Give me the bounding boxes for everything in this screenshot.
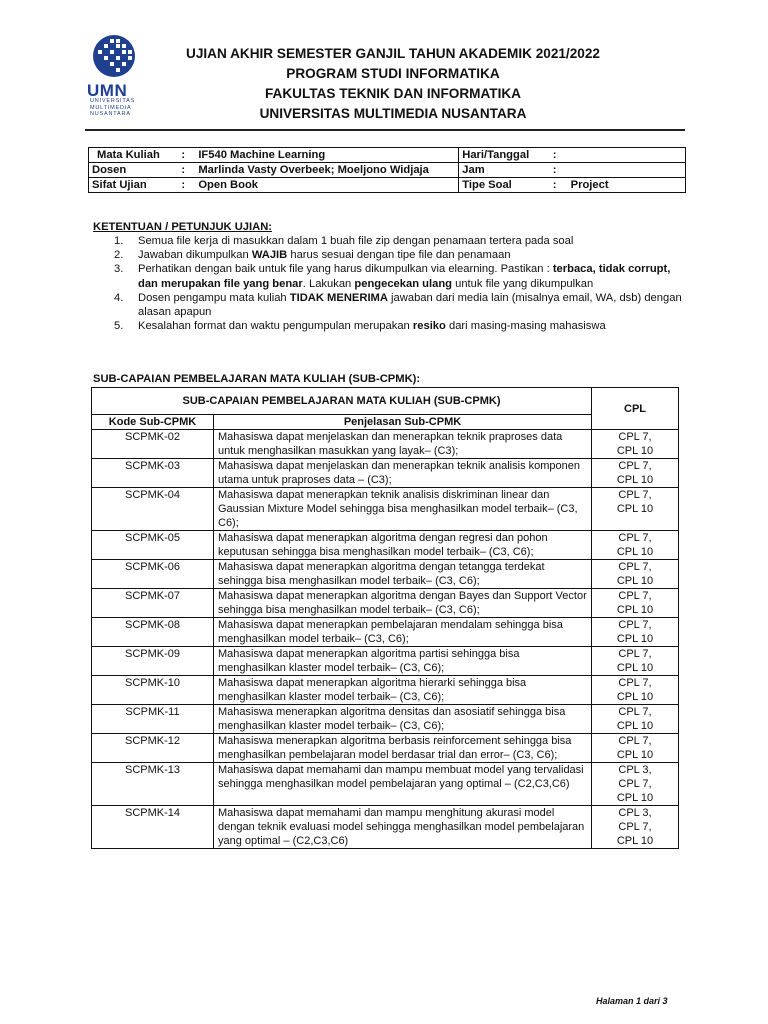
rule-item: 4. Dosen pengampu mata kuliah TIDAK MENERIMA jawaban dari media lain (misalnya email, WA, dsb) dengan alasan apapun (114, 291, 682, 319)
cpmk-row (92, 618, 679, 647)
cpmk-cpl: CPL 7, CPL 10 (592, 589, 679, 618)
hari-value (568, 148, 686, 163)
cpmk-cpl: CPL 3, CPL 7, CPL 10 (592, 806, 679, 849)
cpmk-code: SCPMK-05 (92, 531, 214, 560)
cpmk-desc: Mahasiswa dapat memahami dan mampu menghitung akurasi model dengan teknik evaluasi model sehingga menghasilkan model pembelajaran yang optimal – (C2,C3,C6) (214, 806, 592, 849)
rule-number: 5. (114, 320, 124, 333)
cpmk-table-title: SUB-CAPAIAN PEMBELAJARAN MATA KULIAH (SUB-CPMK) (92, 388, 592, 415)
dosen-label: Dosen (89, 163, 179, 178)
cpmk-code: SCPMK-07 (92, 589, 214, 618)
cpmk-row (92, 705, 679, 734)
cpmk-cpl: CPL 7, CPL 10 (592, 560, 679, 589)
cpmk-section-title: SUB-CAPAIAN PEMBELAJARAN MATA KULIAH (SUB-CPMK): (93, 373, 421, 385)
cpmk-code: SCPMK-02 (92, 430, 214, 459)
sifat-label: Sifat Ujian (89, 178, 179, 193)
colon: : (550, 178, 568, 193)
cpmk-cpl: CPL 3, CPL 7, CPL 10 (592, 763, 679, 806)
cpmk-row (92, 734, 679, 763)
cpmk-code: SCPMK-03 (92, 459, 214, 488)
tipe-label: Tipe Soal (459, 178, 550, 193)
cpmk-row (92, 647, 679, 676)
header-line-3: FAKULTAS TEKNIK DAN INFORMATIKA (265, 86, 521, 101)
rule-item (114, 234, 684, 248)
colon: : (178, 163, 195, 178)
rule-number: 4. (114, 291, 124, 304)
kode-header: Kode Sub-CPMK (92, 415, 214, 430)
cpmk-header-row (92, 388, 679, 415)
cpmk-desc: Mahasiswa dapat menerapkan algoritma dengan Bayes dan Support Vector sehingga bisa menghasilkan model terbaik– (C3, C6); (214, 589, 592, 618)
rule-number: 3. (114, 263, 124, 276)
cpmk-desc: Mahasiswa dapat menerapkan algoritma partisi sehingga bisa menghasilkan klaster model terbaik– (C3, C6); (214, 647, 592, 676)
tipe-value: Project (568, 178, 686, 193)
colon: : (550, 163, 568, 178)
umn-logo-mark (88, 34, 140, 80)
cpmk-cpl: CPL 7, CPL 10 (592, 531, 679, 560)
cpmk-desc: Mahasiswa dapat menerapkan teknik analisis diskriminan linear dan Gaussian Mixture Model sehingga bisa menghasilkan model terbaik– (C3, C6); (214, 488, 592, 531)
info-row (89, 148, 686, 163)
cpmk-code: SCPMK-14 (92, 806, 214, 849)
exam-info-table (88, 147, 686, 193)
cpmk-cpl: CPL 7, CPL 10 (592, 705, 679, 734)
info-row (89, 163, 686, 178)
rules-title: KETENTUAN / PETUNJUK UJIAN: (93, 221, 273, 233)
cpmk-row (92, 459, 679, 488)
cpmk-row (92, 560, 679, 589)
colon: : (550, 148, 568, 163)
cpmk-desc: Mahasiswa menerapkan algoritma berbasis reinforcement sehingga bisa menghasilkan pembelajaran model berdasar trial dan error– (C3, C6); (214, 734, 592, 763)
page-number: Halaman 1 dari 3 (596, 996, 668, 1006)
cpmk-cpl: CPL 7, CPL 10 (592, 647, 679, 676)
mata-kuliah-label: Mata Kuliah (89, 148, 179, 163)
cpmk-cpl: CPL 7, CPL 10 (592, 459, 679, 488)
cpmk-desc: Mahasiswa dapat memahami dan mampu membuat model yang tervalidasi sehingga menghasilkan model pembelajaran yang optimal – (C2,C3,C6) (214, 763, 592, 806)
jam-value (568, 163, 686, 178)
cpmk-cpl: CPL 7, CPL 10 (592, 734, 679, 763)
jam-label: Jam (459, 163, 550, 178)
cpmk-cpl: CPL 7, CPL 10 (592, 488, 679, 531)
cpmk-row (92, 763, 679, 806)
logo-abbr: UMN (87, 81, 128, 100)
cpmk-desc: Mahasiswa dapat menerapkan algoritma dengan regresi dan pohon keputusan sehingga bisa menghasilkan model terbaik– (C3, C6); (214, 531, 592, 560)
cpmk-desc: Mahasiswa dapat menerapkan algoritma hierarki sehingga bisa menghasilkan klaster model terbaik– (C3, C6); (214, 676, 592, 705)
cpmk-code: SCPMK-04 (92, 488, 214, 531)
cpmk-row (92, 430, 679, 459)
penjelasan-header: Penjelasan Sub-CPMK (214, 415, 592, 430)
cpmk-cpl: CPL 7, CPL 10 (592, 618, 679, 647)
exam-header (180, 44, 606, 124)
info-row (89, 178, 686, 193)
cpmk-table (91, 387, 679, 849)
header-line-1: UJIAN AKHIR SEMESTER GANJIL TAHUN AKADEMIK 2021/2022 (186, 46, 600, 61)
rule-number: 1. (114, 235, 124, 247)
mata-kuliah-value: IF540 Machine Learning (195, 148, 458, 163)
header-line-4: UNIVERSITAS MULTIMEDIA NUSANTARA (259, 106, 527, 121)
rule-item: 2. Jawaban dikumpulkan WAJIB harus sesuai dengan tipe file dan penamaan (114, 249, 511, 262)
cpl-header: CPL (592, 388, 679, 430)
hari-label: Hari/Tanggal (459, 148, 550, 163)
cpmk-subheader-row (92, 415, 679, 430)
rules-list (114, 234, 684, 333)
rule-text: Semua file kerja di masukkan dalam 1 buah file zip dengan penamaan tertera pada soal (138, 235, 574, 247)
cpmk-desc: Mahasiswa dapat menerapkan algoritma dengan tetangga terdekat sehingga bisa menghasilkan model terbaik– (C3, C6); (214, 560, 592, 589)
colon: : (178, 148, 195, 163)
header-line-2: PROGRAM STUDI INFORMATIKA (286, 66, 500, 81)
cpmk-cpl: CPL 7, CPL 10 (592, 676, 679, 705)
cpmk-code: SCPMK-11 (92, 705, 214, 734)
cpmk-code: SCPMK-09 (92, 647, 214, 676)
cpmk-code: SCPMK-13 (92, 763, 214, 806)
cpmk-row (92, 806, 679, 849)
cpmk-row (92, 531, 679, 560)
dosen-value: Marlinda Vasty Overbeek; Moeljono Widjaja (195, 163, 458, 178)
header-divider (85, 129, 685, 131)
cpmk-desc: Mahasiswa menerapkan algoritma densitas dan asosiatif sehingga bisa menghasilkan klaster model terbaik– (C3, C6); (214, 705, 592, 734)
logo-subtitle: UNIVERSITAS MULTIMEDIA NUSANTARA (90, 98, 136, 117)
rule-number: 2. (114, 249, 124, 262)
cpmk-code: SCPMK-08 (92, 618, 214, 647)
cpmk-row (92, 589, 679, 618)
rule-item: 5. Kesalahan format dan waktu pengumpulan merupakan resiko dari masing-masing mahasiswa (114, 320, 606, 333)
cpmk-desc: Mahasiswa dapat menerapkan pembelajaran mendalam sehingga bisa menghasilkan model terbaik– (C3, C6); (214, 618, 592, 647)
cpmk-code: SCPMK-10 (92, 676, 214, 705)
cpmk-row (92, 488, 679, 531)
sifat-value: Open Book (195, 178, 458, 193)
rule-item: 3. Perhatikan dengan baik untuk file yang harus dikumpulkan via elearning. Pastikan : terbaca, tidak corrupt, dan merupakan file yang benar. Lakukan pengecekan ulang untuk file yang dikumpulkan (114, 263, 671, 290)
cpmk-desc: Mahasiswa dapat menjelaskan dan menerapkan teknik analisis komponen utama untuk praproses data – (C3); (214, 459, 592, 488)
cpmk-code: SCPMK-06 (92, 560, 214, 589)
cpmk-code: SCPMK-12 (92, 734, 214, 763)
cpmk-desc: Mahasiswa dapat menjelaskan dan menerapkan teknik praproses data untuk menghasilkan masukkan yang layak– (C3); (214, 430, 592, 459)
cpmk-cpl: CPL 7, CPL 10 (592, 430, 679, 459)
colon: : (178, 178, 195, 193)
cpmk-row (92, 676, 679, 705)
umn-logo (88, 34, 148, 80)
